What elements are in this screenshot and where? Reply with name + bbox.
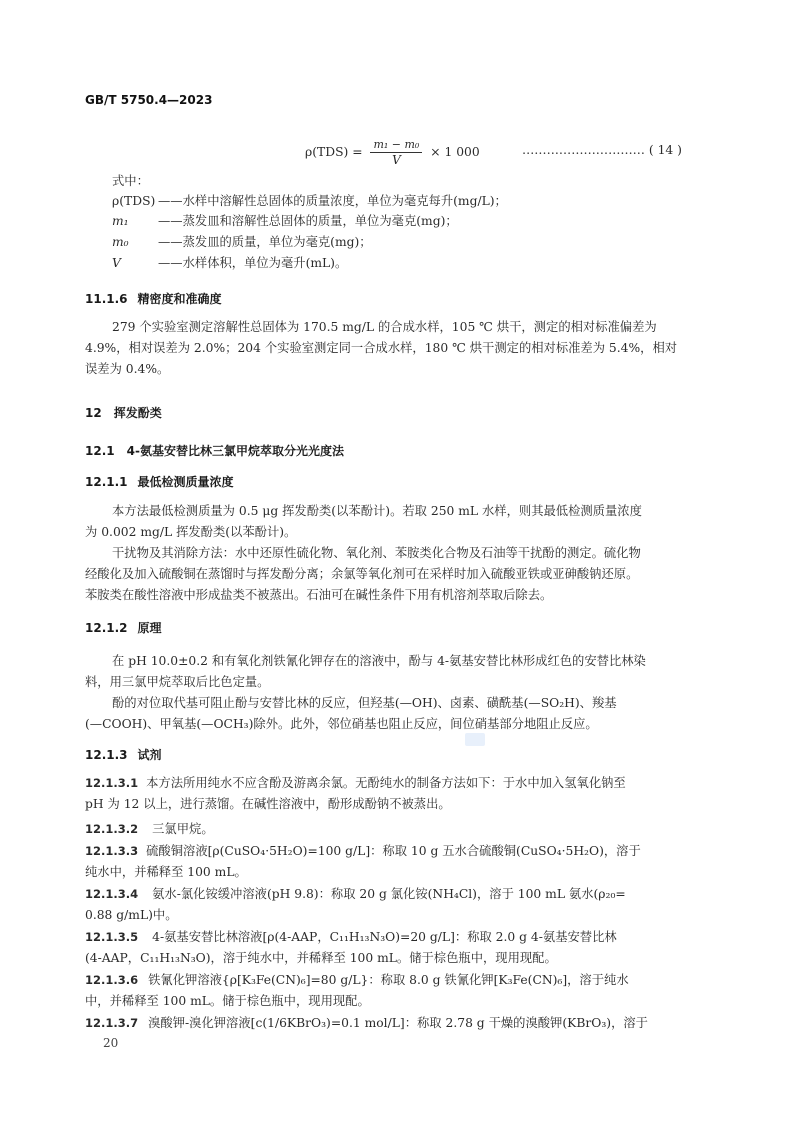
section-title: 4-氨基安替比林三氯甲烷萃取分光光度法 bbox=[126, 444, 344, 458]
reagent-text: 4-氨基安替比林溶液[ρ(4-AAP，C₁₁H₁₃N₃O)=20 g/L]：称取 2.0 g 4-氨基安替比林 bbox=[152, 930, 617, 944]
paragraph-line: 酚的对位取代基可阻止酚与安替比林的反应，但羟基(—OH)、卤素、磺酰基(—SO₂H)、羧基 bbox=[112, 696, 617, 710]
formula-lhs: ρ(TDS) = bbox=[305, 145, 363, 159]
equation-number: ………………………… ( 14 ) bbox=[522, 143, 682, 157]
formula-numerator: m₁ − m₀ bbox=[370, 137, 422, 153]
reagent-item bbox=[85, 776, 626, 791]
paragraph-line: 料，用三氯甲烷萃取后比色定量。 bbox=[85, 675, 270, 689]
standard-code-header: GB/T 5750.4—2023 bbox=[85, 93, 213, 107]
paragraph-line: (—COOH)、甲氧基(—OCH₃)除外。此外，邻位硝基也阻止反应，间位硝基部分地阻止反应。 bbox=[85, 717, 598, 731]
reagent-number: 12.1.3.7 bbox=[85, 1016, 139, 1030]
legend-desc-v: ——水样体积，单位为毫升(mL)。 bbox=[158, 256, 348, 270]
section-12-1-1-heading bbox=[85, 473, 234, 490]
paragraph-line: 经酸化及加入硫酸铜在蒸馏时与挥发酚分离；余氯等氧化剂可在采样时加入硫酸亚铁或亚砷酸钠还原。 bbox=[85, 567, 639, 581]
legend-sym-v: V bbox=[112, 256, 121, 270]
page-number: 20 bbox=[103, 1036, 119, 1050]
reagent-number: 12.1.3.5 bbox=[85, 930, 139, 944]
reagent-number: 12.1.3.2 bbox=[85, 822, 139, 836]
reagent-item bbox=[85, 1016, 648, 1031]
watermark-stamp bbox=[465, 733, 485, 746]
reagent-number: 12.1.3.6 bbox=[85, 973, 139, 987]
paragraph-line: 本方法最低检测质量为 0.5 μg 挥发酚类(以苯酚计)。若取 250 mL 水样，则其最低检测质量浓度 bbox=[112, 504, 642, 518]
paragraph-line: 为 0.002 mg/L 挥发酚类(以苯酚计)。 bbox=[85, 525, 297, 539]
legend-sym-m0: m₀ bbox=[112, 235, 129, 249]
legend-intro: 式中： bbox=[112, 174, 149, 188]
reagent-continuation: pH 为 12 以上，进行蒸馏。在碱性溶液中，酚形成酚钠不被蒸出。 bbox=[85, 797, 451, 811]
paragraph-line: 苯胺类在酸性溶液中形成盐类不被蒸出。石油可在碱性条件下用有机溶剂萃取后除去。 bbox=[85, 588, 553, 602]
section-number: 12.1.3 bbox=[85, 748, 128, 762]
reagent-item bbox=[85, 973, 629, 988]
reagent-text: 硫酸铜溶液[ρ(CuSO₄·5H₂O)=100 g/L]：称取 10 g 五水合硫酸铜(CuSO₄·5H₂O)，溶于 bbox=[146, 844, 641, 858]
paragraph-line: 在 pH 10.0±0.2 和有氧化剂铁氰化钾存在的溶液中，酚与 4-氨基安替比林形成红色的安替比林染 bbox=[112, 654, 646, 668]
section-number: 11.1.6 bbox=[85, 292, 128, 306]
reagent-number: 12.1.3.1 bbox=[85, 776, 139, 790]
section-number: 12.1.2 bbox=[85, 621, 128, 635]
section-12-heading bbox=[85, 404, 162, 421]
section-number: 12.1 bbox=[85, 444, 115, 458]
reagent-text: 氨水-氯化铵缓冲溶液(pH 9.8)：称取 20 g 氯化铵(NH₄Cl)，溶于 100 mL 氨水(ρ₂₀= bbox=[152, 887, 626, 901]
formula-denominator: V bbox=[392, 153, 401, 167]
section-number: 12 bbox=[85, 406, 102, 420]
formula-multiplier: × 1 000 bbox=[430, 145, 480, 159]
section-title: 原理 bbox=[137, 621, 162, 635]
paragraph-line: 干扰物及其消除方法：水中还原性硫化物、氧化剂、苯胺类化合物及石油等干扰酚的测定。硫化物 bbox=[112, 546, 641, 560]
legend-desc-m0: ——蒸发皿的质量，单位为毫克(mg)； bbox=[158, 235, 372, 249]
reagent-number: 12.1.3.3 bbox=[85, 844, 139, 858]
formula bbox=[305, 137, 480, 168]
reagent-item bbox=[85, 887, 626, 902]
reagent-continuation: 纯水中，并稀释至 100 mL。 bbox=[85, 865, 247, 879]
section-12-1-3-heading bbox=[85, 746, 162, 763]
section-number: 12.1.1 bbox=[85, 475, 128, 489]
section-title: 最低检测质量浓度 bbox=[137, 475, 234, 489]
section-12-1-2-heading bbox=[85, 619, 162, 636]
reagent-text: 三氯甲烷。 bbox=[152, 822, 214, 836]
section-12-1-heading bbox=[85, 442, 344, 459]
reagent-text: 本方法所用纯水不应含酚及游离余氯。无酚纯水的制备方法如下：于水中加入氢氧化钠至 bbox=[146, 776, 626, 790]
reagent-text: 溴酸钾-溴化钾溶液[c(1/6KBrO₃)=0.1 mol/L]：称取 2.78 g 干燥的溴酸钾(KBrO₃)，溶于 bbox=[148, 1016, 648, 1030]
reagent-continuation: 0.88 g/mL)中。 bbox=[85, 908, 178, 922]
paragraph-line: 误差为 0.4%。 bbox=[85, 362, 170, 376]
section-title: 试剂 bbox=[137, 748, 162, 762]
reagent-number: 12.1.3.4 bbox=[85, 887, 139, 901]
reagent-continuation: 中，并稀释至 100 mL。储于棕色瓶中，现用现配。 bbox=[85, 994, 370, 1008]
legend-sym-m1: m₁ bbox=[112, 214, 129, 228]
section-11-1-6-heading bbox=[85, 290, 222, 307]
formula-fraction bbox=[370, 137, 422, 168]
legend-desc-m1: ——蒸发皿和溶解性总固体的质量，单位为毫克(mg)； bbox=[158, 214, 458, 228]
legend-desc-tds: ——水样中溶解性总固体的质量浓度，单位为毫克每升(mg/L)； bbox=[158, 194, 507, 208]
reagent-item bbox=[85, 844, 641, 859]
reagent-continuation: (4-AAP，C₁₁H₁₃N₃O)，溶于纯水中，并稀释至 100 mL。储于棕色瓶中，现用现配。 bbox=[85, 951, 557, 965]
reagent-text: 铁氰化钾溶液{ρ[K₃Fe(CN)₆]=80 g/L}：称取 8.0 g 铁氰化钾[K₃Fe(CN)₆]，溶于纯水 bbox=[148, 973, 629, 987]
section-title: 精密度和准确度 bbox=[137, 292, 222, 306]
reagent-item bbox=[85, 822, 214, 837]
legend-sym-tds: ρ(TDS) bbox=[112, 194, 156, 208]
paragraph-line: 279 个实验室测定溶解性总固体为 170.5 mg/L 的合成水样，105 ℃ 烘干，测定的相对标准偏差为 bbox=[112, 320, 657, 334]
reagent-item bbox=[85, 930, 617, 945]
section-title: 挥发酚类 bbox=[113, 406, 162, 420]
paragraph-line: 4.9%，相对误差为 2.0%；204 个实验室测定同一合成水样，180 ℃ 烘干测定的相对标准差为 5.4%，相对 bbox=[85, 341, 678, 355]
